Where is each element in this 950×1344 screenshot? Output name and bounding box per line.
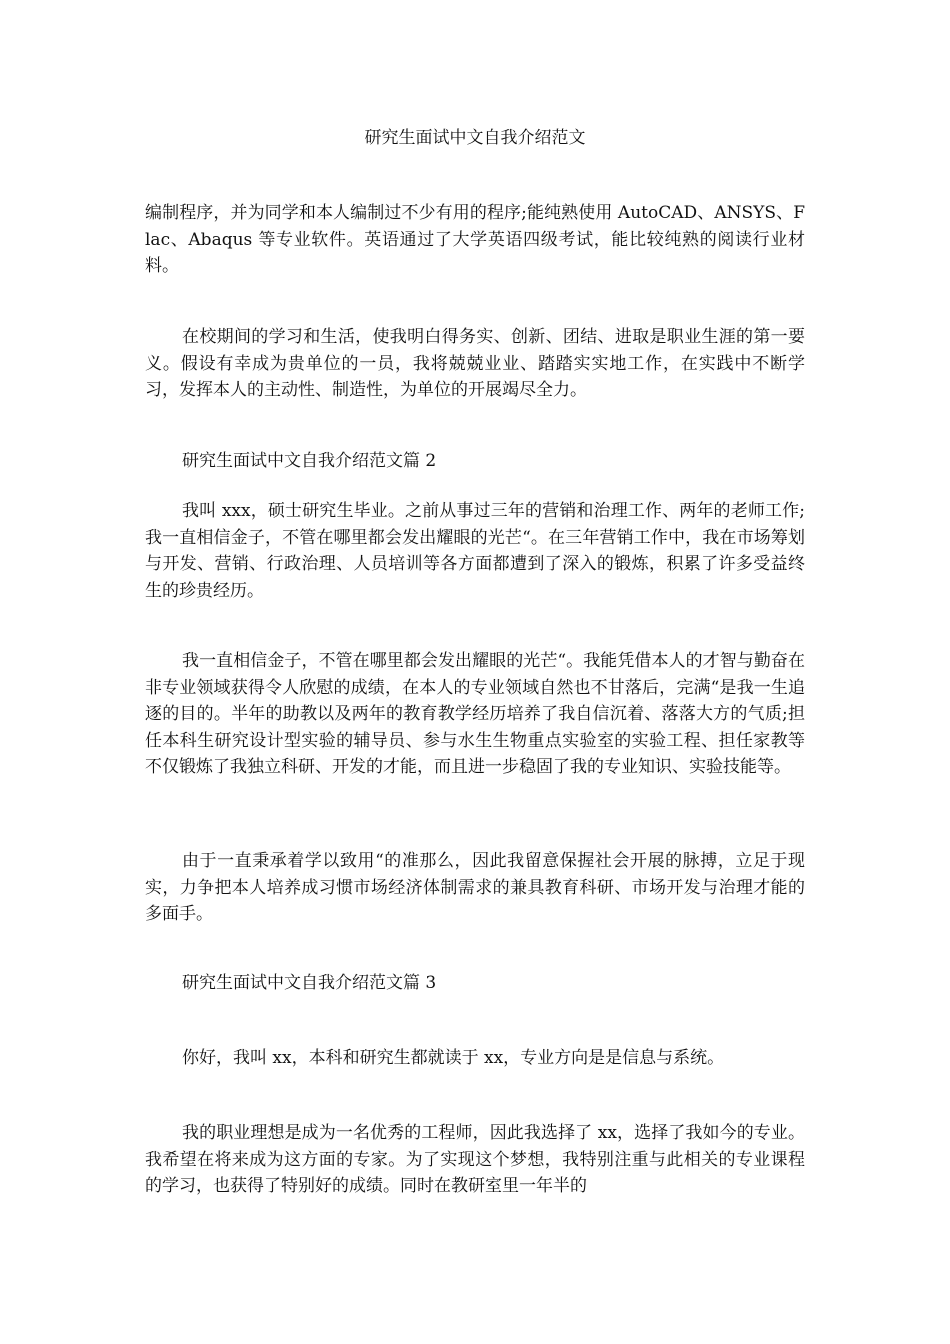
section-heading-2: 研究生面试中文自我介绍范文篇 2 [182, 451, 437, 471]
paragraph-software-skills: 编制程序，并为同学和本人编制过不少有用的程序;能纯熟使用 AutoCAD、ANSYS、Flac、Abaqus 等专业软件。英语通过了大学英语四级考试，能比较纯熟的阅读行业材料。 [145, 203, 805, 276]
paragraph-gold-belief: 我一直相信金子，不管在哪里都会发出耀眼的光芒“。我能凭借本人的才智与勤奋在非专业领域获得令人欣慰的成绩，在本人的专业领域自然也不甘落后，完满“是我一生追逐的目的。半年的助教以及两年的教育教学经历培养了我自信沉着、落落大方的气质;担任本科生研究设计型实验的辅导员、参与水生生物重点实验室的实验工程、担任家教等不仅锻炼了我独立科研、开发的才能，而且进一步稳固了我的专业知识、实验技能等。 [145, 651, 805, 777]
section-heading-3: 研究生面试中文自我介绍范文篇 3 [182, 973, 437, 993]
paragraph-practical: 由于一直秉承着学以致用“的准那么，因此我留意保握社会开展的脉搏，立足于现实，力争把本人培养成习惯市场经济体制需求的兼具教育科研、市场开发与治理才能的多面手。 [145, 851, 805, 924]
paragraph-career-goal: 我的职业理想是成为一名优秀的工程师，因此我选择了 xx，选择了我如今的专业。我希望在将来成为这方面的专家。为了实现这个梦想，我特别注重与此相关的专业课程的学习，也获得了特别好的成绩。同时在教研室里一年半的 [145, 1123, 805, 1196]
paragraph-campus-life: 在校期间的学习和生活，使我明白得务实、创新、团结、进取是职业生涯的第一要义。假设有幸成为贵单位的一员，我将兢兢业业、踏踏实实地工作，在实践中不断学习，发挥本人的主动性、制造性，为单位的开展竭尽全力。 [145, 327, 805, 400]
paragraph-intro-2: 我叫 xxx，硕士研究生毕业。之前从事过三年的营销和治理工作、两年的老师工作;我一直相信金子，不管在哪里都会发出耀眼的光芒“。在三年营销工作中，我在市场筹划与开发、营销、行政治理、人员培训等各方面都遭到了深入的锻炼，积累了许多受益终生的珍贵经历。 [145, 501, 805, 601]
document-title: 研究生面试中文自我介绍范文 [364, 128, 586, 148]
paragraph-intro-3: 你好，我叫 xx，本科和研究生都就读于 xx，专业方向是是信息与系统。 [182, 1048, 725, 1068]
